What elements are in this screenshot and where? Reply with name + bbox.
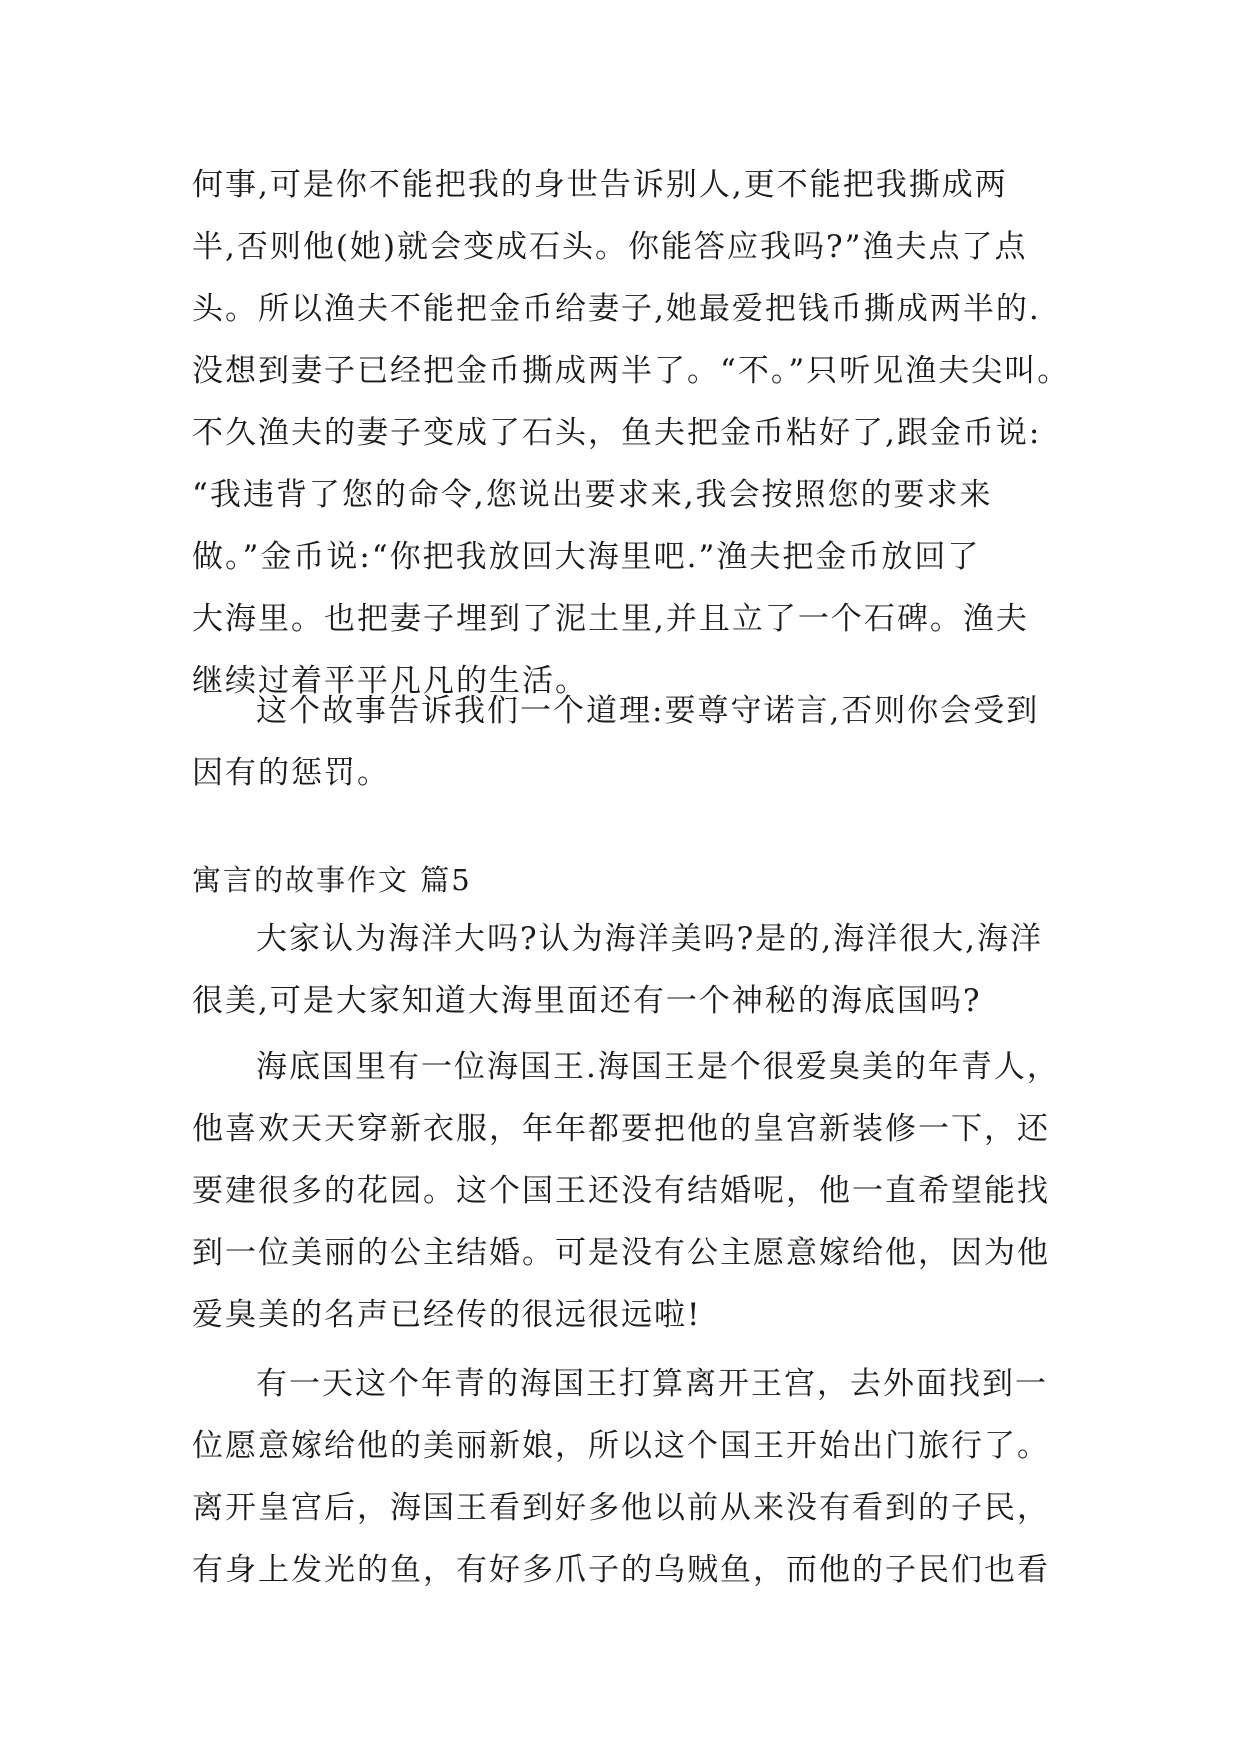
text-line: 爱臭美的名声已经传的很远很远啦! <box>192 1297 702 1333</box>
text-line: 海底国里有一位海国王.海国王是个很爱臭美的年青人， <box>256 1049 1060 1085</box>
text-line: 大家认为海洋大吗?认为海洋美吗?是的,海洋很大,海洋 <box>256 921 1043 957</box>
text-line: 有一天这个年青的海国王打算离开王宫，去外面找到一 <box>256 1366 1048 1402</box>
text-line: 离开皇宫后，海国王看到好多他以前从来没有看到的子民， <box>192 1490 1050 1526</box>
text-line: 没想到妻子已经把金币撕成两半了。“不。”只听见渔夫尖叫。 <box>192 353 1071 389</box>
text-line: 位愿意嫁给他的美丽新娘，所以这个国王开始出门旅行了。 <box>192 1428 1050 1464</box>
text-line: “我违背了您的命令,您说出要求来,我会按照您的要求来 <box>192 477 993 513</box>
paragraph-intro <box>192 908 1052 1032</box>
text-line: 到一位美丽的公主结婚。可是没有公主愿意嫁给他，因为他 <box>192 1235 1050 1271</box>
text-line: 不久渔夫的妻子变成了石头，鱼夫把金币粘好了,跟金币说: <box>192 415 1042 451</box>
text-line: 继续过着平平凡凡的生活。 <box>192 663 588 699</box>
section-heading: 寓言的故事作文 篇5 <box>192 863 472 897</box>
paragraph-sea-king <box>192 1036 1060 1346</box>
text-line: 要建很多的花园。这个国王还没有结婚呢，他一直希望能找 <box>192 1173 1050 1209</box>
text-line: 他喜欢天天穿新衣服，年年都要把他的皇宫新装修一下，还 <box>192 1111 1050 1147</box>
text-line: 因有的惩罚。 <box>192 755 390 791</box>
text-line: 大海里。也把妻子埋到了泥土里,并且立了一个石碑。渔夫 <box>192 601 1029 637</box>
text-line: 头。所以渔夫不能把金币给妻子,她最爱把钱币撕成两半的. <box>192 291 1041 327</box>
text-line: 半,否则他(她)就会变成石头。你能答应我吗?”渔夫点了点 <box>192 229 1028 265</box>
paragraph-journey <box>192 1353 1052 1601</box>
text-line: 有身上发光的鱼，有好多爪子的乌贼鱼，而他的子民们也看 <box>192 1552 1050 1588</box>
text-line: 何事,可是你不能把我的身世告诉别人,更不能把我撕成两 <box>192 167 1008 203</box>
paragraph-story-ending <box>192 154 1071 712</box>
text-line: 这个故事告诉我们一个道理:要尊守诺言,否则你会受到 <box>256 693 1040 729</box>
paragraph-moral <box>192 680 1052 804</box>
text-line: 做。”金币说:“你把我放回大海里吧.”渔夫把金币放回了 <box>192 539 981 575</box>
text-line: 很美,可是大家知道大海里面还有一个神秘的海底国吗? <box>192 983 982 1019</box>
